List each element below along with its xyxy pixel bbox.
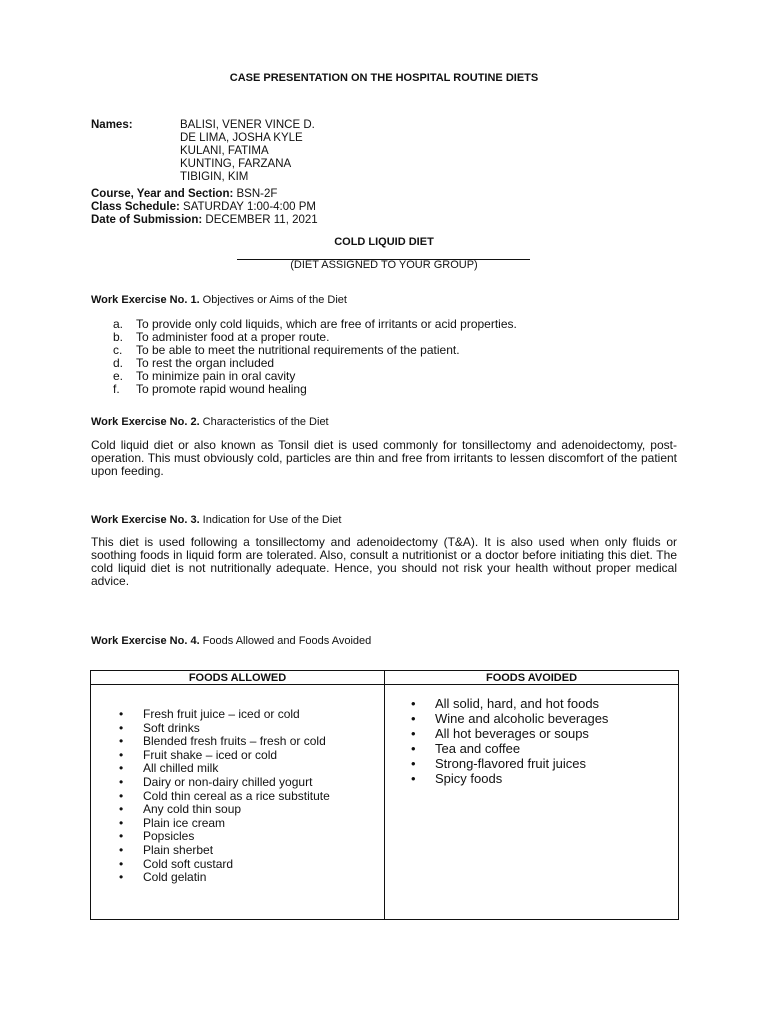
list-item: • Fruit shake – iced or cold [119,747,278,762]
bullet-icon: • [119,774,124,789]
bullet-icon: • [119,747,124,762]
exercise-3-title: Indication for Use of the Diet [199,514,342,526]
list-item: • Fresh fruit juice – iced or cold [119,707,300,721]
list-item: • Wine and alcoholic beverages [411,711,609,726]
bullet-icon: • [411,726,416,741]
bullet-icon: • [119,829,124,844]
exercise-3-label: Work Exercise No. 3. [91,514,200,526]
exercise-2-title: Characteristics of the Diet [199,416,329,428]
document-title: CASE PRESENTATION ON THE HOSPITAL ROUTINE DIETS [229,72,539,84]
list-item: • Any cold thin soup [119,802,242,817]
list-item: • Plain sherbet [119,842,214,857]
list-item: • All solid, hard, and hot foods [411,696,600,711]
name-item: KULANI, FATIMA [180,145,269,157]
objective-item: a. To provide only cold liquids, which are free of irritants or acid properties. [113,317,517,331]
bullet-icon: • [119,788,124,803]
indication-paragraph: This diet is used following a tonsillectomy and adenoidectomy (T&A). It is also used when only fluids or soothing foods in liquid form are tolerated. Also, consult a nutritionist or a doctor before initiating this diet. The cold liquid diet is not nutritionally adequate. Hence, you should not risk your health without proper medical advice. [91,535,677,588]
header-divider [91,684,678,685]
list-item: • Soft drinks [119,720,200,735]
list-item: • Spicy foods [411,771,503,786]
exercise-1-heading [91,294,347,306]
exercise-1-label: Work Exercise No. 1. [91,294,200,306]
objective-item: f. To promote rapid wound healing [113,382,307,396]
foods-avoided-list [411,696,608,786]
list-item: • All chilled milk [119,761,219,776]
schedule-value: SATURDAY 1:00-4:00 PM [179,201,316,213]
exercise-2-heading [91,416,329,428]
diet-name: COLD LIQUID DIET [334,236,434,248]
bullet-icon: • [411,696,416,711]
names-label: Names: [91,119,133,131]
schedule-line [91,201,318,214]
names-list [180,119,315,184]
objectives-list [113,318,517,396]
list-item: • Plain ice cream [119,815,226,830]
name-item: TIBIGIN, KIM [180,171,249,183]
column-divider [384,671,385,919]
bullet-icon: • [119,761,124,776]
foods-allowed-list [119,708,330,885]
diet-caption: (DIET ASSIGNED TO YOUR GROUP) [290,259,478,271]
bullet-icon: • [119,802,124,817]
course-line [91,188,318,201]
exercise-1-title: Objectives or Aims of the Diet [199,294,347,306]
exercise-4-heading [91,635,371,647]
foods-avoided-header: FOODS AVOIDED [485,672,578,684]
bullet-icon: • [119,856,124,871]
course-value: BSN-2F [233,188,278,200]
list-item: • Dairy or non-dairy chilled yogurt [119,774,313,789]
list-item: • Popsicles [119,829,195,844]
date-value: DECEMBER 11, 2021 [202,214,318,226]
objective-item: b. To administer food at a proper route. [113,330,330,344]
bullet-icon: • [119,734,124,749]
list-item: • Blended fresh fruits – fresh or cold [119,734,326,749]
name-item: DE LIMA, JOSHA KYLE [180,132,303,144]
bullet-icon: • [411,756,416,771]
list-item: • Cold thin cereal as a rice substitute [119,788,330,803]
bullet-icon: • [119,720,124,735]
date-line [91,214,318,227]
name-item: BALISI, VENER VINCE D. [180,119,315,131]
bullet-icon: • [411,711,416,726]
schedule-label: Class Schedule: [91,201,180,213]
bullet-icon: • [119,707,124,721]
course-info [91,188,318,227]
objective-item: d. To rest the organ included [113,356,275,370]
characteristics-paragraph: Cold liquid diet or also known as Tonsil diet is used commonly for tonsillectomy and adenoidectomy, post-operation. This must obviously cold, particles are thin and free from irritants to lessen discomfort of the patient upon feeding. [91,438,677,478]
objective-item: e. To minimize pain in oral cavity [113,369,296,383]
bullet-icon: • [119,870,124,885]
foods-table [90,670,679,920]
list-item: • Cold gelatin [119,870,207,885]
bullet-icon: • [411,771,416,786]
list-item: • Tea and coffee [411,741,521,756]
list-item: • Strong-flavored fruit juices [411,756,587,771]
foods-allowed-header: FOODS ALLOWED [188,672,287,684]
bullet-icon: • [119,815,124,830]
objective-item: c. To be able to meet the nutritional requirements of the patient. [113,343,460,357]
exercise-2-label: Work Exercise No. 2. [91,416,200,428]
name-item: KUNTING, FARZANA [180,158,292,170]
list-item: • Cold soft custard [119,856,234,871]
exercise-4-label: Work Exercise No. 4. [91,635,200,647]
list-item: • All hot beverages or soups [411,726,589,741]
date-label: Date of Submission: [91,214,203,226]
exercise-3-heading [91,514,341,526]
course-label: Course, Year and Section: [91,188,234,200]
exercise-4-title: Foods Allowed and Foods Avoided [199,635,372,647]
bullet-icon: • [411,741,416,756]
bullet-icon: • [119,842,124,857]
